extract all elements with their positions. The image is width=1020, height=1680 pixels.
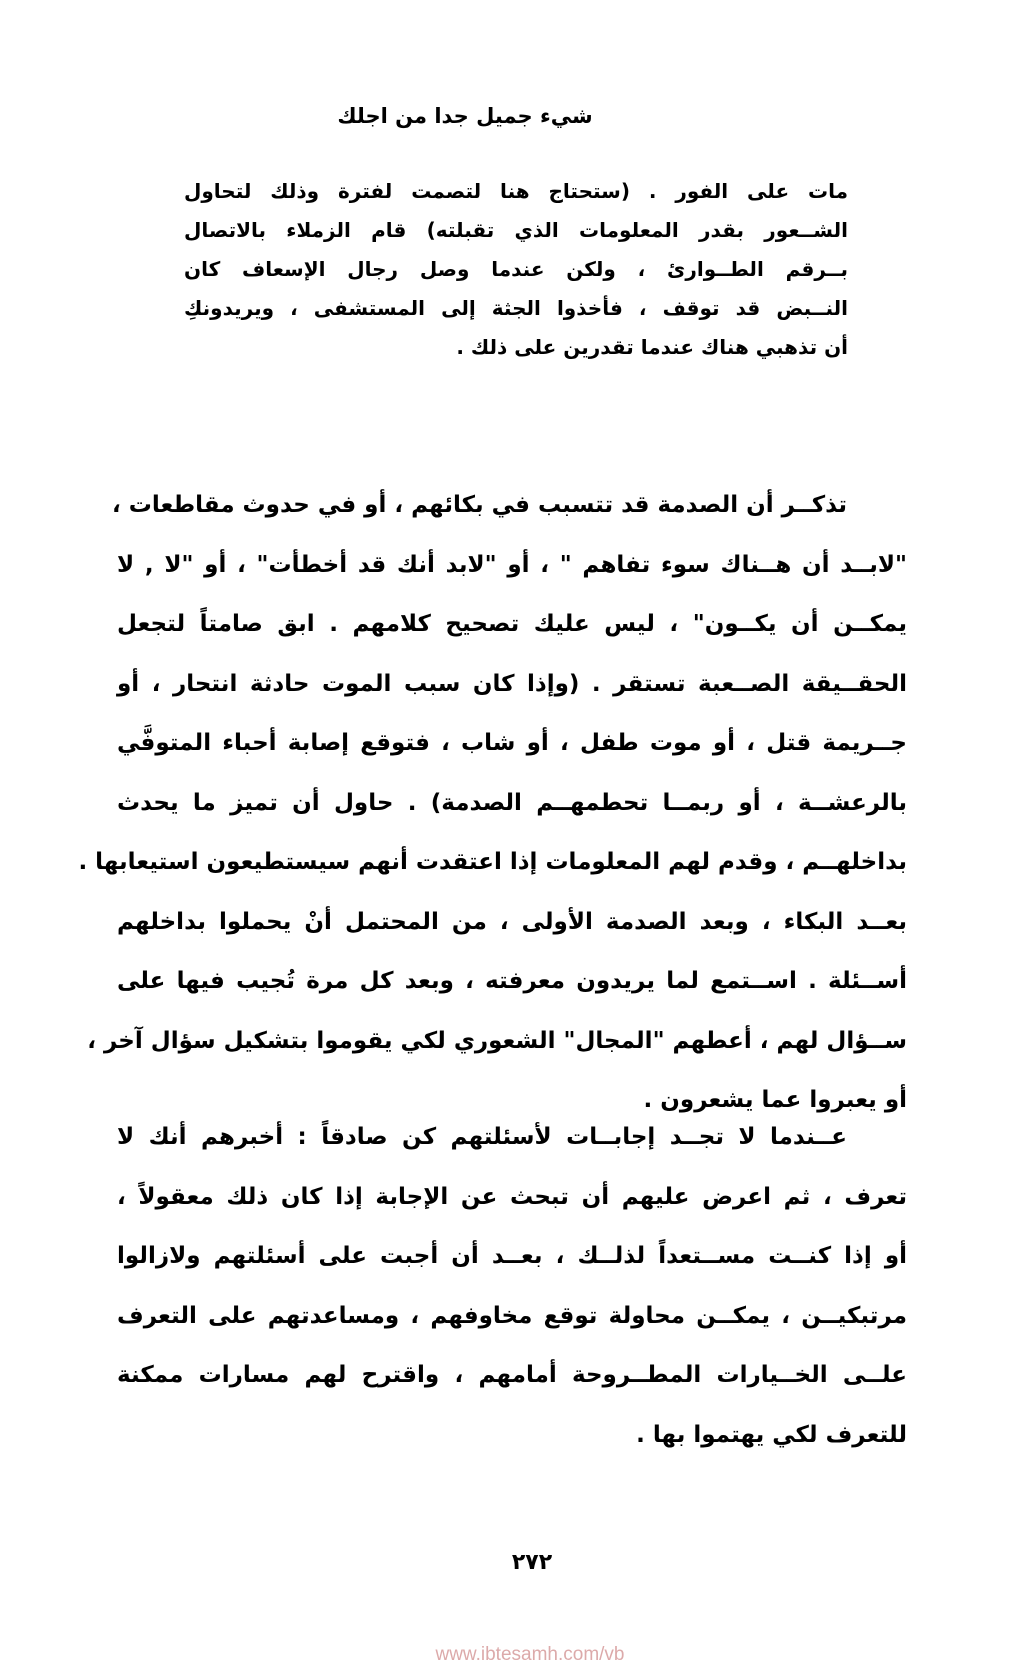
text-line: تذكــر أن الصدمة قد تتسبب في بكائهم ، أو في حدوث مقاطعات ، [111, 492, 847, 518]
text-line: أن تذهبي هناك عندما تقدرين على ذلك . [456, 335, 848, 359]
watermark-url: www.ibtesamh.com/vb [435, 1644, 625, 1665]
text-line: بالرعشــة ، أو ربمــا تحطمهــم الصدمة) . حاول أن تميز ما يحدث [117, 789, 907, 816]
text-line: الشــعور بقدر المعلومات الذي تقبلته) قام الزملاء بالاتصال [184, 218, 848, 242]
text-line: للتعرف لكي يهتموا بها . [636, 1421, 907, 1448]
text-line: "لابــد أن هــناك سوء تفاهم " ، أو "لابد أنك قد أخطأت" ، أو "لا , لا [117, 551, 907, 578]
page-number: ٢٧٢ [511, 1550, 553, 1575]
text-line: عــندما لا تجــد إجابــات لأسئلتهم كن صادقاً : أخبرهم أنك لا [117, 1124, 847, 1150]
text-line: بعــد البكاء ، وبعد الصدمة الأولى ، من المحتمل أنْ يحملوا بداخلهم [117, 908, 907, 935]
text-line: يمكــن أن يكــون" ، ليس عليك تصحيح كلامهم . ابق صامتاً لتجعل [117, 611, 907, 637]
text-line: أســئلة . اســتمع لما يريدون معرفته ، وبعد كل مرة تُجيب فيها على [117, 968, 907, 994]
text-line: مات على الفور . (ستحتاج هنا لتصمت لفترة وذلك لتحاول [184, 179, 848, 203]
text-line: جــريمة قتل ، أو موت طفل ، أو شاب ، فتوقع إصابة أحباء المتوفَّي [117, 730, 907, 756]
paragraph-2 [117, 1108, 907, 1465]
text-line: بــرقم الطــوارئ ، ولكن عندما وصل رجال الإسعاف كان [184, 257, 848, 281]
page-header-title: شيء جميل جدا من اجلك [337, 104, 593, 128]
paragraph-1 [78, 476, 907, 1131]
text-line: تعرف ، ثم اعرض عليهم أن تبحث عن الإجابة إذا كان ذلك معقولاً ، [117, 1183, 907, 1210]
text-line: الحقــيقة الصــعبة تستقر . (وإذا كان سبب الموت حادثة انتحار ، أو [117, 670, 907, 697]
text-line: مرتبكيــن ، يمكــن محاولة توقع مخاوفهم ، ومساعدتهم على التعرف [117, 1302, 907, 1329]
quoted-script-block [184, 172, 848, 367]
text-line: أو إذا كنــت مســتعداً لذلــك ، بعــد أن أجبت على أسئلتهم ولازالوا [117, 1243, 907, 1269]
text-line: علــى الخــيارات المطــروحة أمامهم ، واقترح لهم مسارات ممكنة [117, 1362, 907, 1388]
text-line: ســؤال لهم ، أعطهم "المجال" الشعوري لكي يقوموا بتشكيل سؤال آخر ، [87, 1027, 907, 1054]
text-line: النــبض قد توقف ، فأخذوا الجثة إلى المستشفى ، ويريدونكِ [184, 296, 848, 320]
text-line: بداخلهــم ، وقدم لهم المعلومات إذا اعتقدت أنهم سيستطيعون استيعابها . [78, 849, 907, 875]
text-line: أو يعبروا عما يشعرون . [643, 1087, 907, 1113]
